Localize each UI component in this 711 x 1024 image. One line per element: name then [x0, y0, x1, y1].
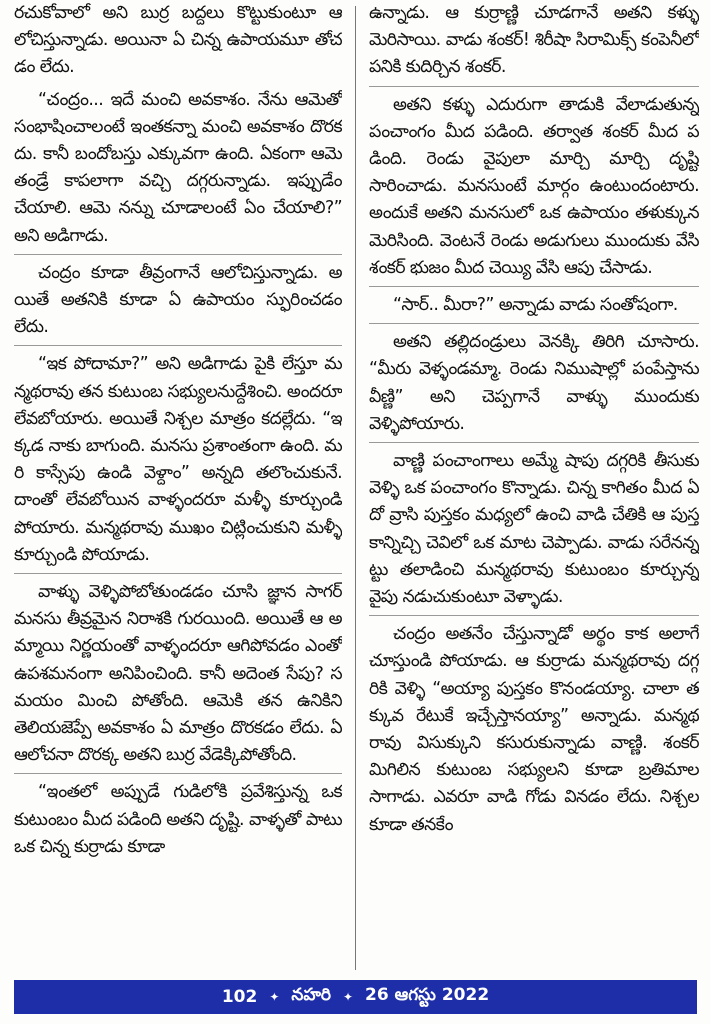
paragraph: రచుకోవాలో అని బుర్ర బద్దలు కొట్టుకుంటూ ఆలోచిస్తున్నాడు. అయినా ఏ చిన్న ఉపాయమూ తోచడం లేదు. — [14, 3, 342, 78]
star-icon: ✦ — [342, 990, 354, 1004]
paragraph: “చంద్రం... ఇదే మంచి అవకాశం. నేను ఆమెతో సంభాషించాలంటే ఇంతకన్నా మంచి అవకాశం దొరకదు. కానీ బందోబస్తు ఎక్కువగా ఉంది. ఏకంగా ఆమె తండ్రే కాపలాగా వచ్చి దగ్గరున్నాడు. ఇప్పుడేం చేయాలి. ఆమె నన్ను చూడాలంటే ఏం చేయాలి?” అని అడిగాడు. — [14, 87, 342, 255]
paragraph: చంద్రం కూడా తీవ్రంగానే ఆలోచిస్తున్నాడు. అయితే అతనికి కూడా ఏ ఉపాయం స్ఫురించడం లేదు. — [14, 260, 342, 347]
paragraph: వాణ్ణి పంచాంగాలు అమ్మే షాపు దగ్గరికి తీసుకు వెళ్ళి ఒక పంచాంగం కొన్నాడు. చిన్న కాగితం మీద ఏదో వ్రాసి పుస్తకం మధ్యలో ఉంచి వాడి చేతికి ఆ పుస్తకాన్నిచ్చి చెవిలో ఒక మాట చెప్పాడు. వాడు సరేనన్నట్టు తలాడించి మన్మథరావు కుటుంబం కూర్చున్న వైపు నడుచుకుంటూ వెళ్ళాడు. — [369, 448, 699, 616]
paragraph: చంద్రం అతనేం చేస్తున్నాడో అర్థం కాక అలాగే చూస్తుండి పోయాడు. ఆ కుర్రాడు మన్మథరావు దగ్గరికి వెళ్ళి “అయ్యా పుస్తకం కొనండయ్యా. చాలా తక్కువ రేటుకే ఇచ్చేస్తానయ్యా” అన్నాడు. మన్మథరావు విసుక్కుని కసురుకున్నాడు వాణ్ణి. శంకర్ మిగిలిన కుటుంబ సభ్యులని కూడా బ్రతిమాల సాగాడు. ఎవరూ వాడి గోడు వినడం లేదు. నిశ్చల కూడా తనకేం — [369, 624, 699, 835]
column-divider — [355, 6, 356, 970]
paragraph: అతని తల్లిదండ్రులు వెనక్కి తిరిగి చూసారు. “మీరు వెళ్ళండమ్మా. రెండు నిముషాల్లో పంపేస్తాను వీణ్ణి” అని చెప్పగానే వాళ్ళు ముందుకు వెళ్ళిపోయారు. — [369, 329, 699, 443]
star-icon: ✦ — [269, 990, 280, 1004]
paragraph: “ఇంతలో అప్పుడే గుడిలోకి ప్రవేశిస్తున్న ఒక కుటుంబం మీద పడింది అతని దృష్టి. వాళ్ళతో పాటు ఒక చిన్న కుర్రాడు కూడా — [14, 782, 342, 857]
page-number: 102 — [221, 987, 258, 1007]
right-column — [369, 0, 699, 972]
left-column — [14, 0, 342, 972]
page-footer — [14, 980, 697, 1014]
paragraph: ఉన్నాడు. ఆ కుర్రాణ్ణి చూడగానే అతని కళ్ళు మెరిసాయి. వాడు శంకర్! శిరీషా సిరామిక్స్ కంపెనీలో పనికి కుదిర్చిన శంకర్. — [369, 0, 699, 87]
paragraph: “ఇక పోదామా?” అని అడిగాడు పైకి లేస్తూ మన్మథరావు తన కుటుంబ సభ్యులనుద్దేశించి. అందరూ లేవబోయారు. అయితే నిశ్చల మాత్రం కదల్లేదు. “ఇక్కడ నాకు బాగుంది. మనసు ప్రశాంతంగా ఉంది. మరి కాస్సేపు ఉండి వెళ్దాం” అన్నది తలొంచుకునే. దాంతో లేవబోయిన వాళ్ళందరూ మళ్ళీ కూర్చుండి పోయారు. మన్మథరావు ముఖం చిట్లించుకుని మళ్ళీ కూర్చుండి పోయాడు. — [14, 351, 342, 574]
paragraph: వాళ్ళు వెళ్ళిపోబోతుండడం చూసి జ్ఞాన సాగర్ మనసు తీవ్రమైన నిరాశకి గురయింది. అయితే ఆ అమ్మాయి నిర్ణయంతో వాళ్ళందరూ ఆగిపోవడం ఎంతో ఉపశమనంగా అనిపించింది. కానీ అదెంత సేపు? సమయం మించి పోతోంది. ఆమెకి తన ఉనికిని తెలియజెప్పే అవకాశం ఏ మాత్రం దొరకడం లేదు. ఏ ఆలోచనా దొరక్క అతని బుర్ర వేడెక్కిపోతోంది. — [14, 579, 342, 774]
issue-date: 26 ఆగస్టు 2022 — [365, 985, 490, 1005]
paragraph: అతని కళ్ళు ఎదురుగా తాడుకి వేలాడుతున్న పంచాంగం మీద పడింది. తర్వాత శంకర్ మీద పడింది. రెండు వైపులా మార్చి మార్చి దృష్టి సారించాడు. మనసుంటే మార్గం ఉంటుందంటారు. అందుకే అతని మనసులో ఒక ఉపాయం తళుక్కున మెరిసింది. వెంటనే రెండు అడుగులు ముందుకు వేసి శంకర్ భుజం మీద చెయ్యి వేసి ఆపు చేసాడు. — [369, 92, 699, 287]
paragraph: “సార్.. మీరా?” అన్నాడు వాడు సంతోషంగా. — [369, 292, 699, 324]
magazine-name: నహరి — [291, 985, 331, 1005]
